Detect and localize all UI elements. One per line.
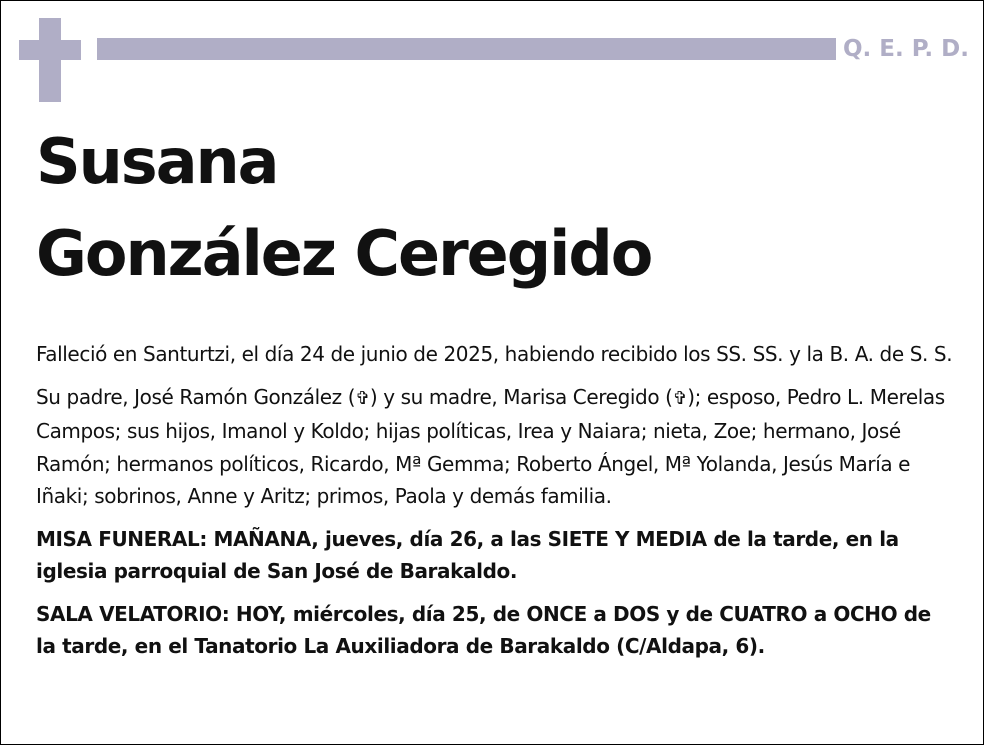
cross-icon xyxy=(19,18,81,102)
family-text-1: Su padre, José Ramón González ( xyxy=(36,384,356,409)
funeral-paragraph: MISA FUNERAL: MAÑANA, jueves, día 26, a las SIETE Y MEDIA de la tarde, en la iglesia parroquial de San José de Barakaldo. xyxy=(36,526,899,583)
notice-body xyxy=(36,338,956,663)
family-text-2: ) y su madre, Marisa Ceregido ( xyxy=(369,384,673,409)
surnames: González Ceregido xyxy=(36,217,652,290)
deceased-name xyxy=(36,116,651,300)
small-cross-icon: ✞ xyxy=(672,387,688,409)
small-cross-icon: ✞ xyxy=(355,387,370,409)
first-name: Susana xyxy=(36,125,278,198)
header-bar xyxy=(97,38,836,60)
family-paragraph xyxy=(36,381,956,513)
family-text-3: ); esposo, Pedro L. Merelas Campos; sus hijos, Imanol y Koldo; hijas políticas, Irea y Naiara; nieta, Zoe; hermano, José Ramón; hermanos políticos, Ricardo, Mª Gemma; Roberto Ángel, Mª Yolanda, Jesús María e Iñaki; sobrinos, Anne y Aritz; primos, Paola y demás familia. xyxy=(36,384,945,508)
qepd-label: Q. E. P. D. xyxy=(843,36,969,62)
death-paragraph: Falleció en Santurtzi, el día 24 de junio de 2025, habiendo recibido los SS. SS. y la B. A. de S. S. xyxy=(36,342,953,366)
wake-paragraph: SALA VELATORIO: HOY, miércoles, día 25, de ONCE a DOS y de CUATRO a OCHO de la tarde, en el Tanatorio La Auxiliadora de Barakaldo (C/Aldapa, 6). xyxy=(36,601,931,658)
